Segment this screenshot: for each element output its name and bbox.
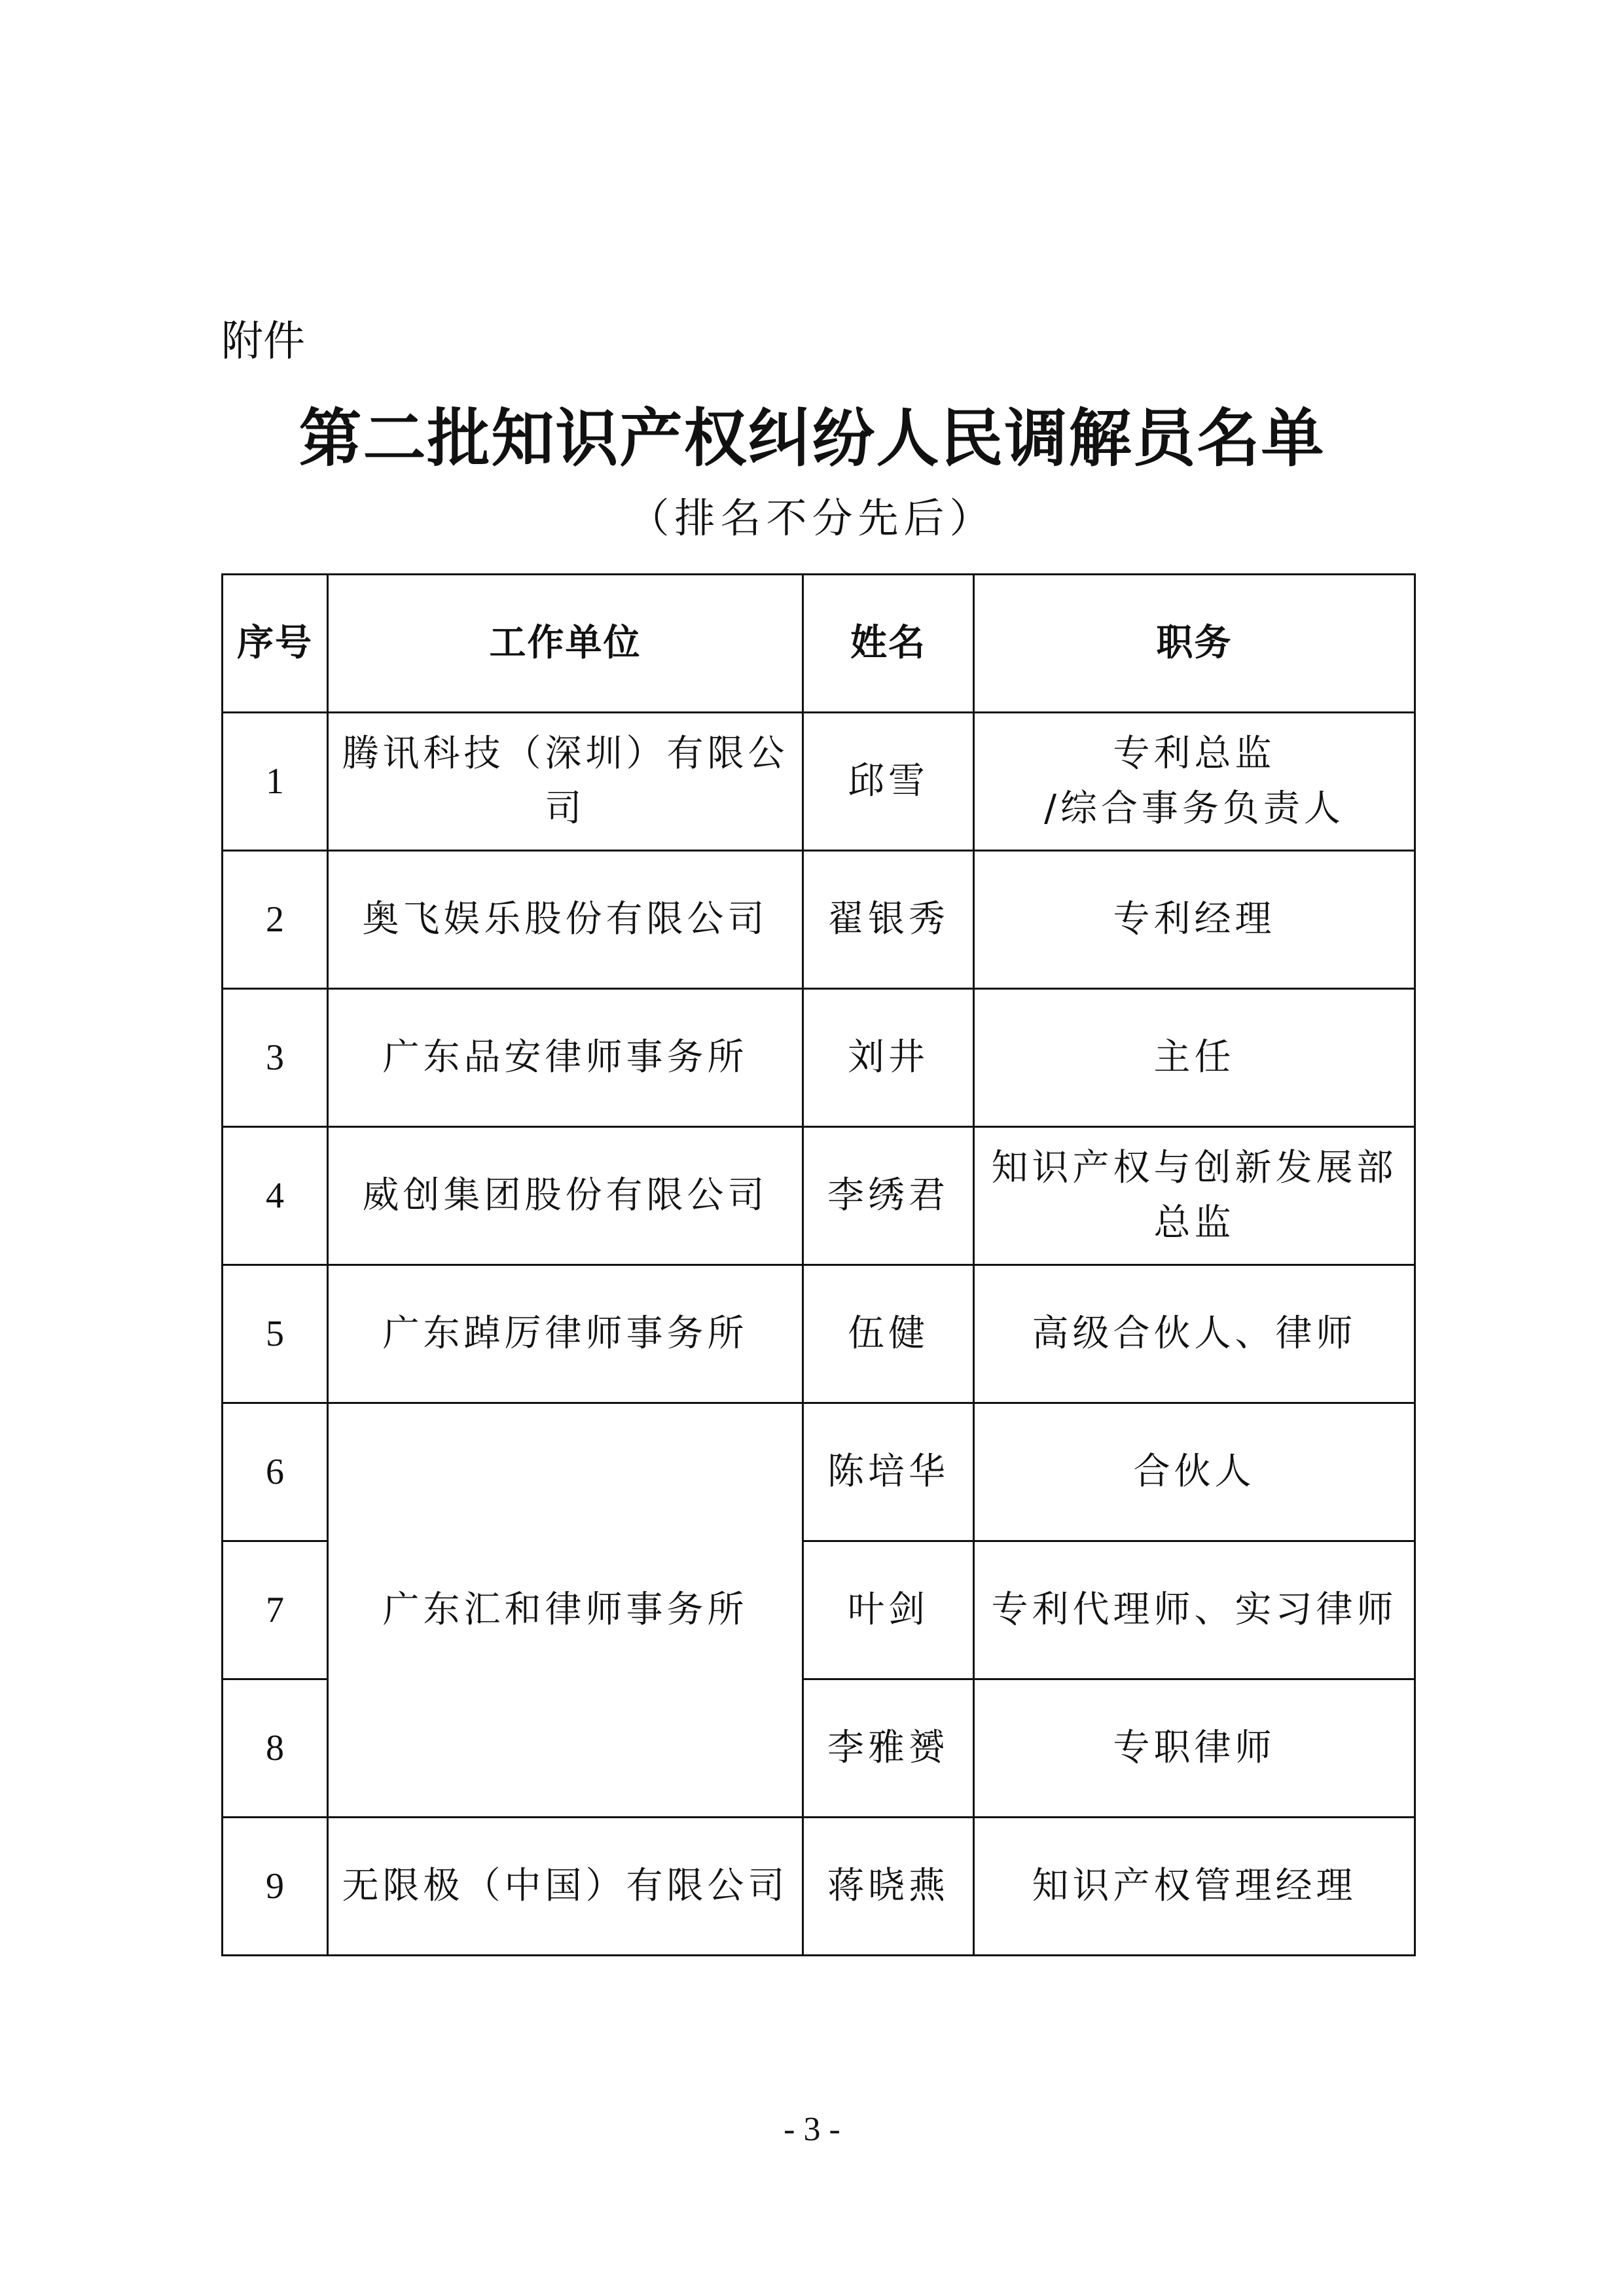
- document-title: 第二批知识产权纠纷人民调解员名单: [298, 401, 1326, 475]
- row-org: 威创集团股份有限公司: [328, 1127, 803, 1265]
- table-row: [223, 1265, 1415, 1403]
- header-position: 职务: [974, 575, 1415, 713]
- table-row: [223, 1818, 1415, 1956]
- table-row: [223, 989, 1415, 1127]
- row-org: 广东品安律师事务所: [328, 989, 803, 1127]
- document-subtitle: （排名不分先后）: [628, 494, 996, 542]
- table-row: [223, 1403, 1415, 1541]
- row-name: 李雅赟: [803, 1679, 974, 1818]
- header-org: 工作单位: [328, 575, 803, 713]
- position-line: 专利代理师、实习律师: [991, 1588, 1398, 1631]
- row-index: 3: [223, 989, 328, 1127]
- row-index: 5: [223, 1265, 328, 1403]
- position-line: 知识产权管理经理: [1032, 1865, 1357, 1907]
- table-row: [223, 851, 1415, 989]
- row-name: 邱雪: [803, 713, 974, 851]
- row-position: [974, 1679, 1415, 1818]
- position-line: 专利总监: [1113, 732, 1276, 775]
- row-position: [974, 1403, 1415, 1541]
- table-row: [223, 1127, 1415, 1265]
- row-org-merged: 广东汇和律师事务所: [328, 1403, 803, 1818]
- row-index: 8: [223, 1679, 328, 1818]
- header-name: 姓名: [803, 575, 974, 713]
- row-name: 李绣君: [803, 1127, 974, 1265]
- row-name: 陈培华: [803, 1403, 974, 1541]
- attachment-label: 附件: [221, 317, 305, 366]
- position-line: /综合事务负责人: [1044, 787, 1344, 830]
- position-line: 专职律师: [1113, 1727, 1276, 1769]
- row-name: 蒋晓燕: [803, 1818, 974, 1956]
- row-index: 2: [223, 851, 328, 989]
- position-line: 主任: [1153, 1036, 1235, 1079]
- row-org: 腾讯科技（深圳）有限公司: [328, 713, 803, 851]
- page-number: - 3 -: [784, 2111, 840, 2148]
- row-org: 无限极（中国）有限公司: [328, 1818, 803, 1956]
- row-position: [974, 1541, 1415, 1679]
- table-row: [223, 713, 1415, 851]
- row-index: 6: [223, 1403, 328, 1541]
- position-line: 高级合伙人、律师: [1032, 1312, 1357, 1355]
- row-name: 叶剑: [803, 1541, 974, 1679]
- mediator-table: [221, 573, 1416, 1956]
- table-header-row: [223, 575, 1415, 713]
- row-position: [974, 713, 1415, 851]
- row-position: [974, 1818, 1415, 1956]
- row-name: 翟银秀: [803, 851, 974, 989]
- row-org: 广东踔厉律师事务所: [328, 1265, 803, 1403]
- row-position: [974, 1265, 1415, 1403]
- row-position: [974, 851, 1415, 989]
- position-line: 总监: [1153, 1202, 1235, 1244]
- row-index: 7: [223, 1541, 328, 1679]
- position-line: 合伙人: [1133, 1450, 1255, 1493]
- header-index: 序号: [223, 575, 328, 713]
- position-line: 专利经理: [1113, 898, 1276, 941]
- row-position: [974, 1127, 1415, 1265]
- position-line: 知识产权与创新发展部: [991, 1147, 1398, 1189]
- row-index: 1: [223, 713, 328, 851]
- row-index: 9: [223, 1818, 328, 1956]
- row-position: [974, 989, 1415, 1127]
- row-org: 奥飞娱乐股份有限公司: [328, 851, 803, 989]
- row-index: 4: [223, 1127, 328, 1265]
- row-name: 伍健: [803, 1265, 974, 1403]
- row-name: 刘井: [803, 989, 974, 1127]
